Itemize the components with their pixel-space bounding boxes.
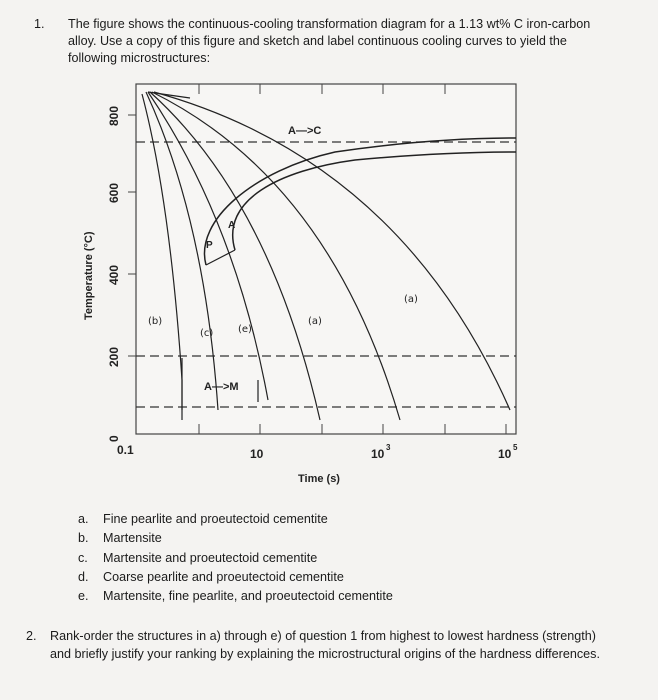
y-axis-label: Temperature (°C) bbox=[83, 231, 95, 320]
handwritten-label-a-lower: (a) bbox=[308, 316, 322, 327]
option-d bbox=[78, 568, 393, 587]
region-label-a-to-c: A—>C bbox=[288, 125, 322, 137]
y-tick-label: 0 bbox=[107, 435, 121, 442]
handwritten-label-c: (c) bbox=[200, 328, 214, 339]
x-tick-label: 0.1 bbox=[117, 443, 134, 457]
question-1-text: The figure shows the continuous-cooling transformation diagram for a 1.13 wt% C iron-carbon alloy. Use a copy of this figure and sketch and label continuous cooling curves to yield the following microstructures: bbox=[68, 17, 591, 65]
option-c bbox=[78, 549, 393, 568]
answer-options bbox=[78, 510, 393, 606]
option-text: Martensite bbox=[103, 531, 162, 546]
x-tick-label: 10 bbox=[498, 447, 512, 461]
question-2-number: 2. bbox=[26, 629, 37, 643]
x-tick-label: 10 bbox=[371, 447, 385, 461]
region-label-a-to-m: A—>M bbox=[204, 381, 239, 393]
x-axis-label: Time (s) bbox=[298, 473, 340, 485]
option-text: Fine pearlite and proeutectoid cementite bbox=[103, 512, 328, 526]
option-letter: d. bbox=[78, 569, 89, 584]
handwritten-label-e: (e) bbox=[238, 324, 252, 335]
y-tick-label: 400 bbox=[107, 264, 121, 285]
x-tick-label: 10 bbox=[250, 447, 264, 461]
x-tick-exponent: 3 bbox=[386, 443, 391, 452]
y-tick-label: 800 bbox=[107, 105, 121, 126]
cct-diagram-svg bbox=[70, 80, 540, 500]
option-e bbox=[78, 587, 393, 606]
y-axis-ticks bbox=[128, 115, 136, 356]
option-text: Martensite and proeutectoid cementite bbox=[103, 550, 318, 565]
option-text: Martensite, fine pearlite, and proeutectoid cementite bbox=[103, 589, 393, 604]
handwritten-label-a-upper: (a) bbox=[404, 294, 418, 305]
region-label-pearlite: P bbox=[206, 240, 213, 251]
x-tick-exponent: 5 bbox=[513, 443, 518, 452]
option-b bbox=[78, 529, 393, 548]
option-letter: e. bbox=[78, 589, 89, 604]
y-tick-label: 600 bbox=[107, 182, 121, 203]
question-2-text: Rank-order the structures in a) through e) of question 1 from highest to lowest hardness (strength) and briefly justify your ranking by explaining the microstructural origins of the hardness differences. bbox=[50, 629, 600, 661]
region-label-austenite: A bbox=[228, 220, 236, 231]
cct-diagram bbox=[70, 80, 540, 500]
y-tick-label: 200 bbox=[107, 346, 121, 367]
option-text: Coarse pearlite and proeutectoid cementite bbox=[103, 569, 344, 584]
option-letter: b. bbox=[78, 531, 89, 546]
question-1-number: 1. bbox=[34, 17, 45, 31]
option-letter: a. bbox=[78, 512, 89, 526]
handwritten-label-b: (b) bbox=[148, 316, 163, 327]
option-letter: c. bbox=[78, 550, 88, 565]
option-a bbox=[78, 510, 393, 529]
